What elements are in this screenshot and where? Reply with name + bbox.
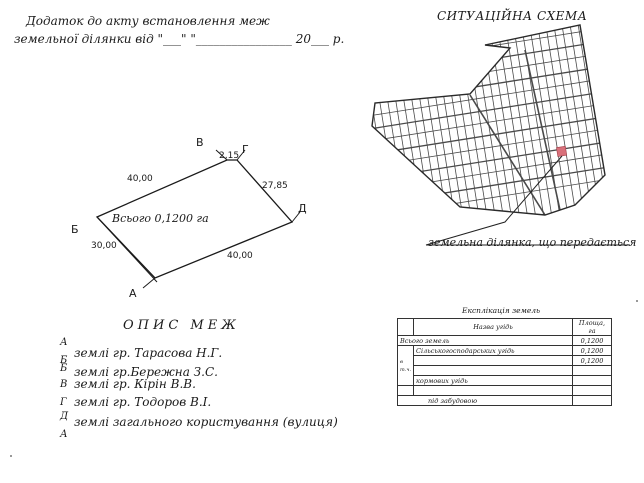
scheme-caption: земельна ділянка, що передається	[428, 236, 637, 249]
scan-speck	[10, 455, 12, 457]
header-line-2: земельної ділянки від "___" "________________ 20___ р.	[14, 32, 345, 46]
table-header-row	[398, 319, 612, 336]
boundary-item-text: землі гр. Тодоров В.І.	[74, 395, 212, 409]
segment-label-vg: 2,15	[219, 151, 240, 161]
col-header-name: Назва угідь	[414, 319, 573, 336]
table-row	[398, 396, 612, 406]
table-row	[398, 356, 612, 366]
segment-label-gd: 27,85	[262, 181, 288, 191]
row-value	[573, 376, 612, 386]
row-value: 0,1200	[573, 346, 612, 356]
row-value	[573, 366, 612, 376]
row-name: під забудовою	[398, 396, 573, 406]
segment-label-da: 40,00	[227, 251, 253, 261]
boundary-item-from: А	[60, 337, 68, 348]
row-name	[414, 386, 573, 396]
row-name: Всього земель	[398, 336, 573, 346]
boundary-item-to: А	[60, 429, 68, 440]
boundary-item-to: Б	[60, 355, 68, 366]
row-value	[573, 396, 612, 406]
point-label-a: А	[129, 287, 137, 300]
row-name: кормових угідь	[414, 376, 573, 386]
segment-label-bv: 40,00	[127, 174, 153, 184]
plot-area-label: Всього 0,1200 га	[112, 212, 209, 225]
boundary-item-to: Г	[60, 397, 67, 408]
row-value: 0,1200	[573, 336, 612, 346]
scheme-title: СИТУАЦІЙНА СХЕМА	[437, 9, 588, 23]
boundary-item-to: В	[60, 379, 68, 390]
col-header-area: Площа, га	[573, 319, 612, 336]
boundary-description-title: ОПИС МЕЖ	[123, 318, 240, 333]
point-label-b: Б	[71, 223, 79, 236]
scan-speck	[636, 300, 638, 302]
point-label-d: Д	[298, 202, 307, 215]
table-row	[398, 386, 612, 396]
boundary-item-text: землі гр. Кірін В.В.	[74, 377, 196, 391]
land-explication-table	[397, 318, 612, 406]
point-label-g: Г	[242, 143, 249, 156]
table-row	[398, 336, 612, 346]
land-table-title: Експлікація земель	[462, 306, 541, 315]
table-row: в т.ч. Сільськогосподарських угідь 0,1200	[398, 346, 612, 356]
row-name	[414, 366, 573, 376]
table-row	[398, 376, 612, 386]
boundary-item-text: землі загального користування (вулиця)	[74, 415, 338, 429]
boundary-item-text: землі гр. Тарасова Н.Г.	[74, 346, 223, 360]
boundary-item-to: Д	[60, 411, 69, 422]
row-name	[414, 356, 573, 366]
segment-label-ab: 30,00	[91, 241, 117, 251]
point-label-v: В	[196, 136, 204, 149]
boundary-item-text: землі гр.Бережна З.С.	[74, 365, 218, 379]
row-name: Сільськогосподарських угідь	[414, 346, 573, 356]
table-row	[398, 366, 612, 376]
boundary-item-from: Б	[60, 363, 68, 374]
header-line-1: Додаток до акту встановлення меж	[26, 14, 270, 28]
row-value	[573, 386, 612, 396]
row-value: 0,1200	[573, 356, 612, 366]
